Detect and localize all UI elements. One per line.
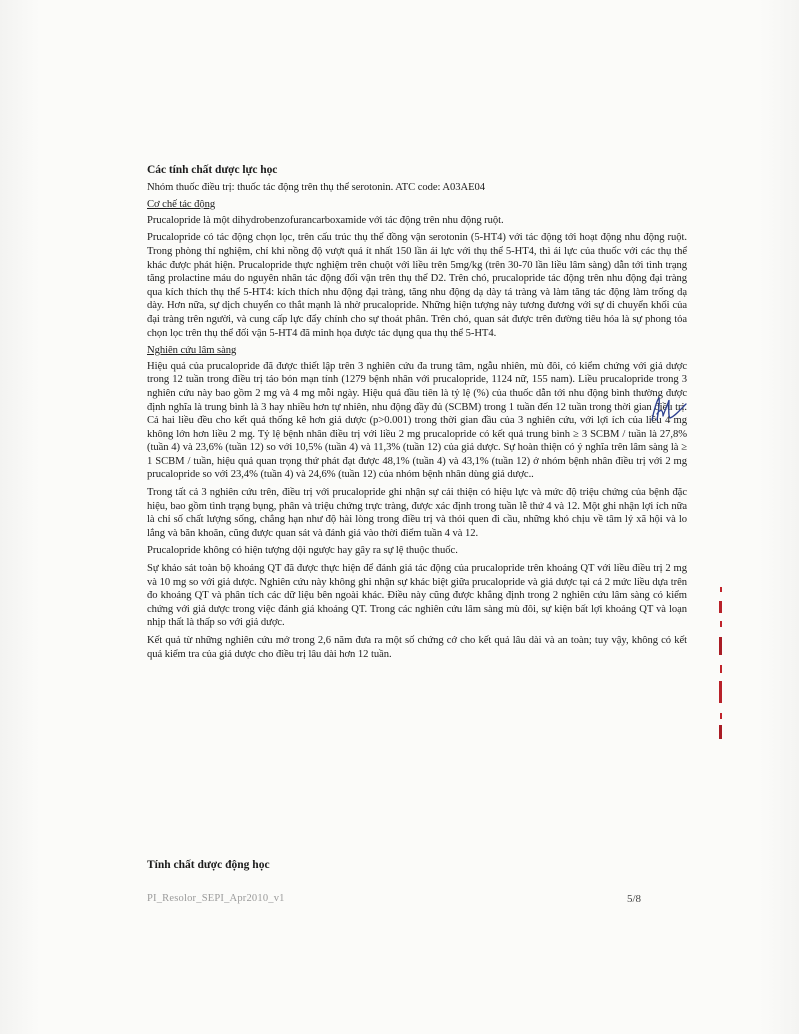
- mechanism-paragraph: Prucalopride là một dihydrobenzofurancarboxamide với tác động trên nhu động ruột.: [147, 214, 504, 226]
- footer-page-number: 5/8: [627, 893, 642, 905]
- pharmacokinetics-title: Tính chất dược động học: [147, 859, 270, 871]
- document-body: [147, 164, 687, 665]
- handwritten-signature-icon: [648, 394, 688, 424]
- red-stamp-marks: [714, 585, 728, 745]
- footer-doc-id: PI_Resolor_SEPI_Apr2010_v1: [147, 893, 285, 904]
- clinical-paragraph: Hiệu quả của prucalopride đã được thiết lập trên 3 nghiên cứu đa trung tâm, ngẫu nhiên, mù đôi, có kiểm chứng với giả dược trong 12 tuần trong điều trị táo bón mạn tính (1279 bệnh nhân với prucalopride, 1124 nữ, 155 nam). Liều prucalopride trong 3 nghiên cứu này bao gồm 2 mg và 4 mg mỗi ngày. Hiệu quả đầu tiên là tỷ lệ (%) của thuốc dẫn tới nhu động bình thường được định nghĩa là trung bình là 3 hay nhiều hơn tự nhiên, nhu động đầy đủ (SCBM) trong 1 tuần đến 12 tuần trong thời gian điều trị. Cả hai liều đều cho kết quả thống kê hơn giả dược (p>0.001) trong thời gian đầu của 3 nghiên cứu, với lợi ích của liều 4 mg không lớn hơn liều 2 mg. Tỷ lệ bệnh nhân điều trị với liều 2 mg prucalopride có kết quả trung bình ≥ 3 SCBM / tuần là 27,8% (tuần 4) và 23,6% (tuần 12) so với 10,5% (tuần 4) và 11,3% (tuần 12) của giả dược. Sự hoàn thiện có ý nghĩa trên lâm sàng là ≥ 1 SCBM / tuần, hiệu quả quan trọng thứ phát đạt được 48,1% (tuần 4) và 43,1% (tuần 12) ở nhóm bệnh nhân điều trị với 2 mg prucalopride so với 23,4% (tuần 4) và 24,6% (tuần 12) của nhóm bệnh nhân dùng giả dược..: [147, 360, 687, 481]
- clinical-title: Nghiên cứu lâm sàng: [147, 345, 237, 357]
- clinical-paragraph: Sự khảo sát toàn bộ khoảng QT đã được thực hiện để đánh giá tác động của prucalopride trên khoảng QT với liều điều trị 2 mg và 10 mg so với giả dược. Nghiên cứu này không ghi nhận sự khác biệt giữa prucalopride và giả dược tại cả 2 mức liều dựa trên đo khoảng QT và phân tích các dữ liệu bên ngoài khác. Điều này cũng được khẳng định trong 2 nghiên cứu lâm sàng có kiểm chứng với giả dược trong việc đánh giá khoảng QT. Trong các nghiên cứu lâm sàng mù đôi, sự kiện bất lợi khoảng QT và loạn nhịp thất là thấp so với giả dược.: [147, 563, 687, 629]
- clinical-paragraph: Trong tất cả 3 nghiên cứu trên, điều trị với prucalopride ghi nhận sự cải thiện có hiệu lực và mức độ triệu chứng của bệnh đặc hiệu, bao gồm tình trạng bụng, phân và triệu chứng trực tràng, được xác định trong tuần lễ thứ 4 và 12. Một ghi nhận lợi ích nữa là chỉ số chất lượng sống, chẳng hạn như độ hài lòng trong điều trị và thói quen đi cầu, những khó chịu về tâm lý xã hội và lo lắng và băn khoăn, cũng được quan sát và đánh giá vào thời điểm tuần 4 và 12.: [147, 487, 687, 539]
- mechanism-title: Cơ chế tác động: [147, 199, 216, 211]
- section-title: Các tính chất dược lực học: [147, 164, 278, 176]
- clinical-paragraph: Prucalopride không có hiện tượng dội ngược hay gây ra sự lệ thuộc thuốc.: [147, 545, 458, 557]
- therapeutic-group: Nhóm thuốc điều trị: thuốc tác động trên thụ thể serotonin. ATC code: A03AE04: [147, 181, 486, 193]
- mechanism-paragraph: Prucalopride có tác động chọn lọc, trên cấu trúc thụ thể đồng vận serotonin (5-HT4) với tác động tới hoạt động nhu động ruột. Trong phòng thí nghiệm, chỉ khi nồng độ vượt quá ít nhất 150 lần ái lực với thụ thể 5-HT4, thì ái lực của thuốc với các thụ thể khác được phát hiện. Prucalopride thực nghiệm trên chuột với liều trên 5mg/kg (trên 30-70 lần liều lâm sàng) dẫn tới tình trạng tăng prolactine máu do nguyên nhân tác động đối vận trên thụ thể D2. Trên chó, prucalopride tác động trên nhu động đại tràng qua kích thích thụ thể 5-HT4: kích thích nhu động đại tràng, tăng nhu động dạ dày tá tràng và làm tăng tác động làm trống dạ dày. Hơn nữa, sự dịch chuyển co thắt mạnh là nhờ prucalopride. Những hiện tượng này tương đương với sự di chuyển khối của đại tràng trên người, và cung cấp lực đẩy chính cho sự thoát phân. Trên chó, quan sát được trên đường tiêu hóa là sự phong tỏa chọn lọc trên thụ thể đối vận 5-HT4 đã minh họa được tác dụng qua thụ thể 5-HT4.: [147, 232, 687, 339]
- clinical-paragraph: Kết quả từ những nghiên cứu mở trong 2,6 năm đưa ra một số chứng cớ cho kết quả lâu dài và an toàn; tuy vậy, không có kết quả kiểm tra của giả dược cho điều trị lâu dài hơn 12 tuần.: [147, 635, 687, 660]
